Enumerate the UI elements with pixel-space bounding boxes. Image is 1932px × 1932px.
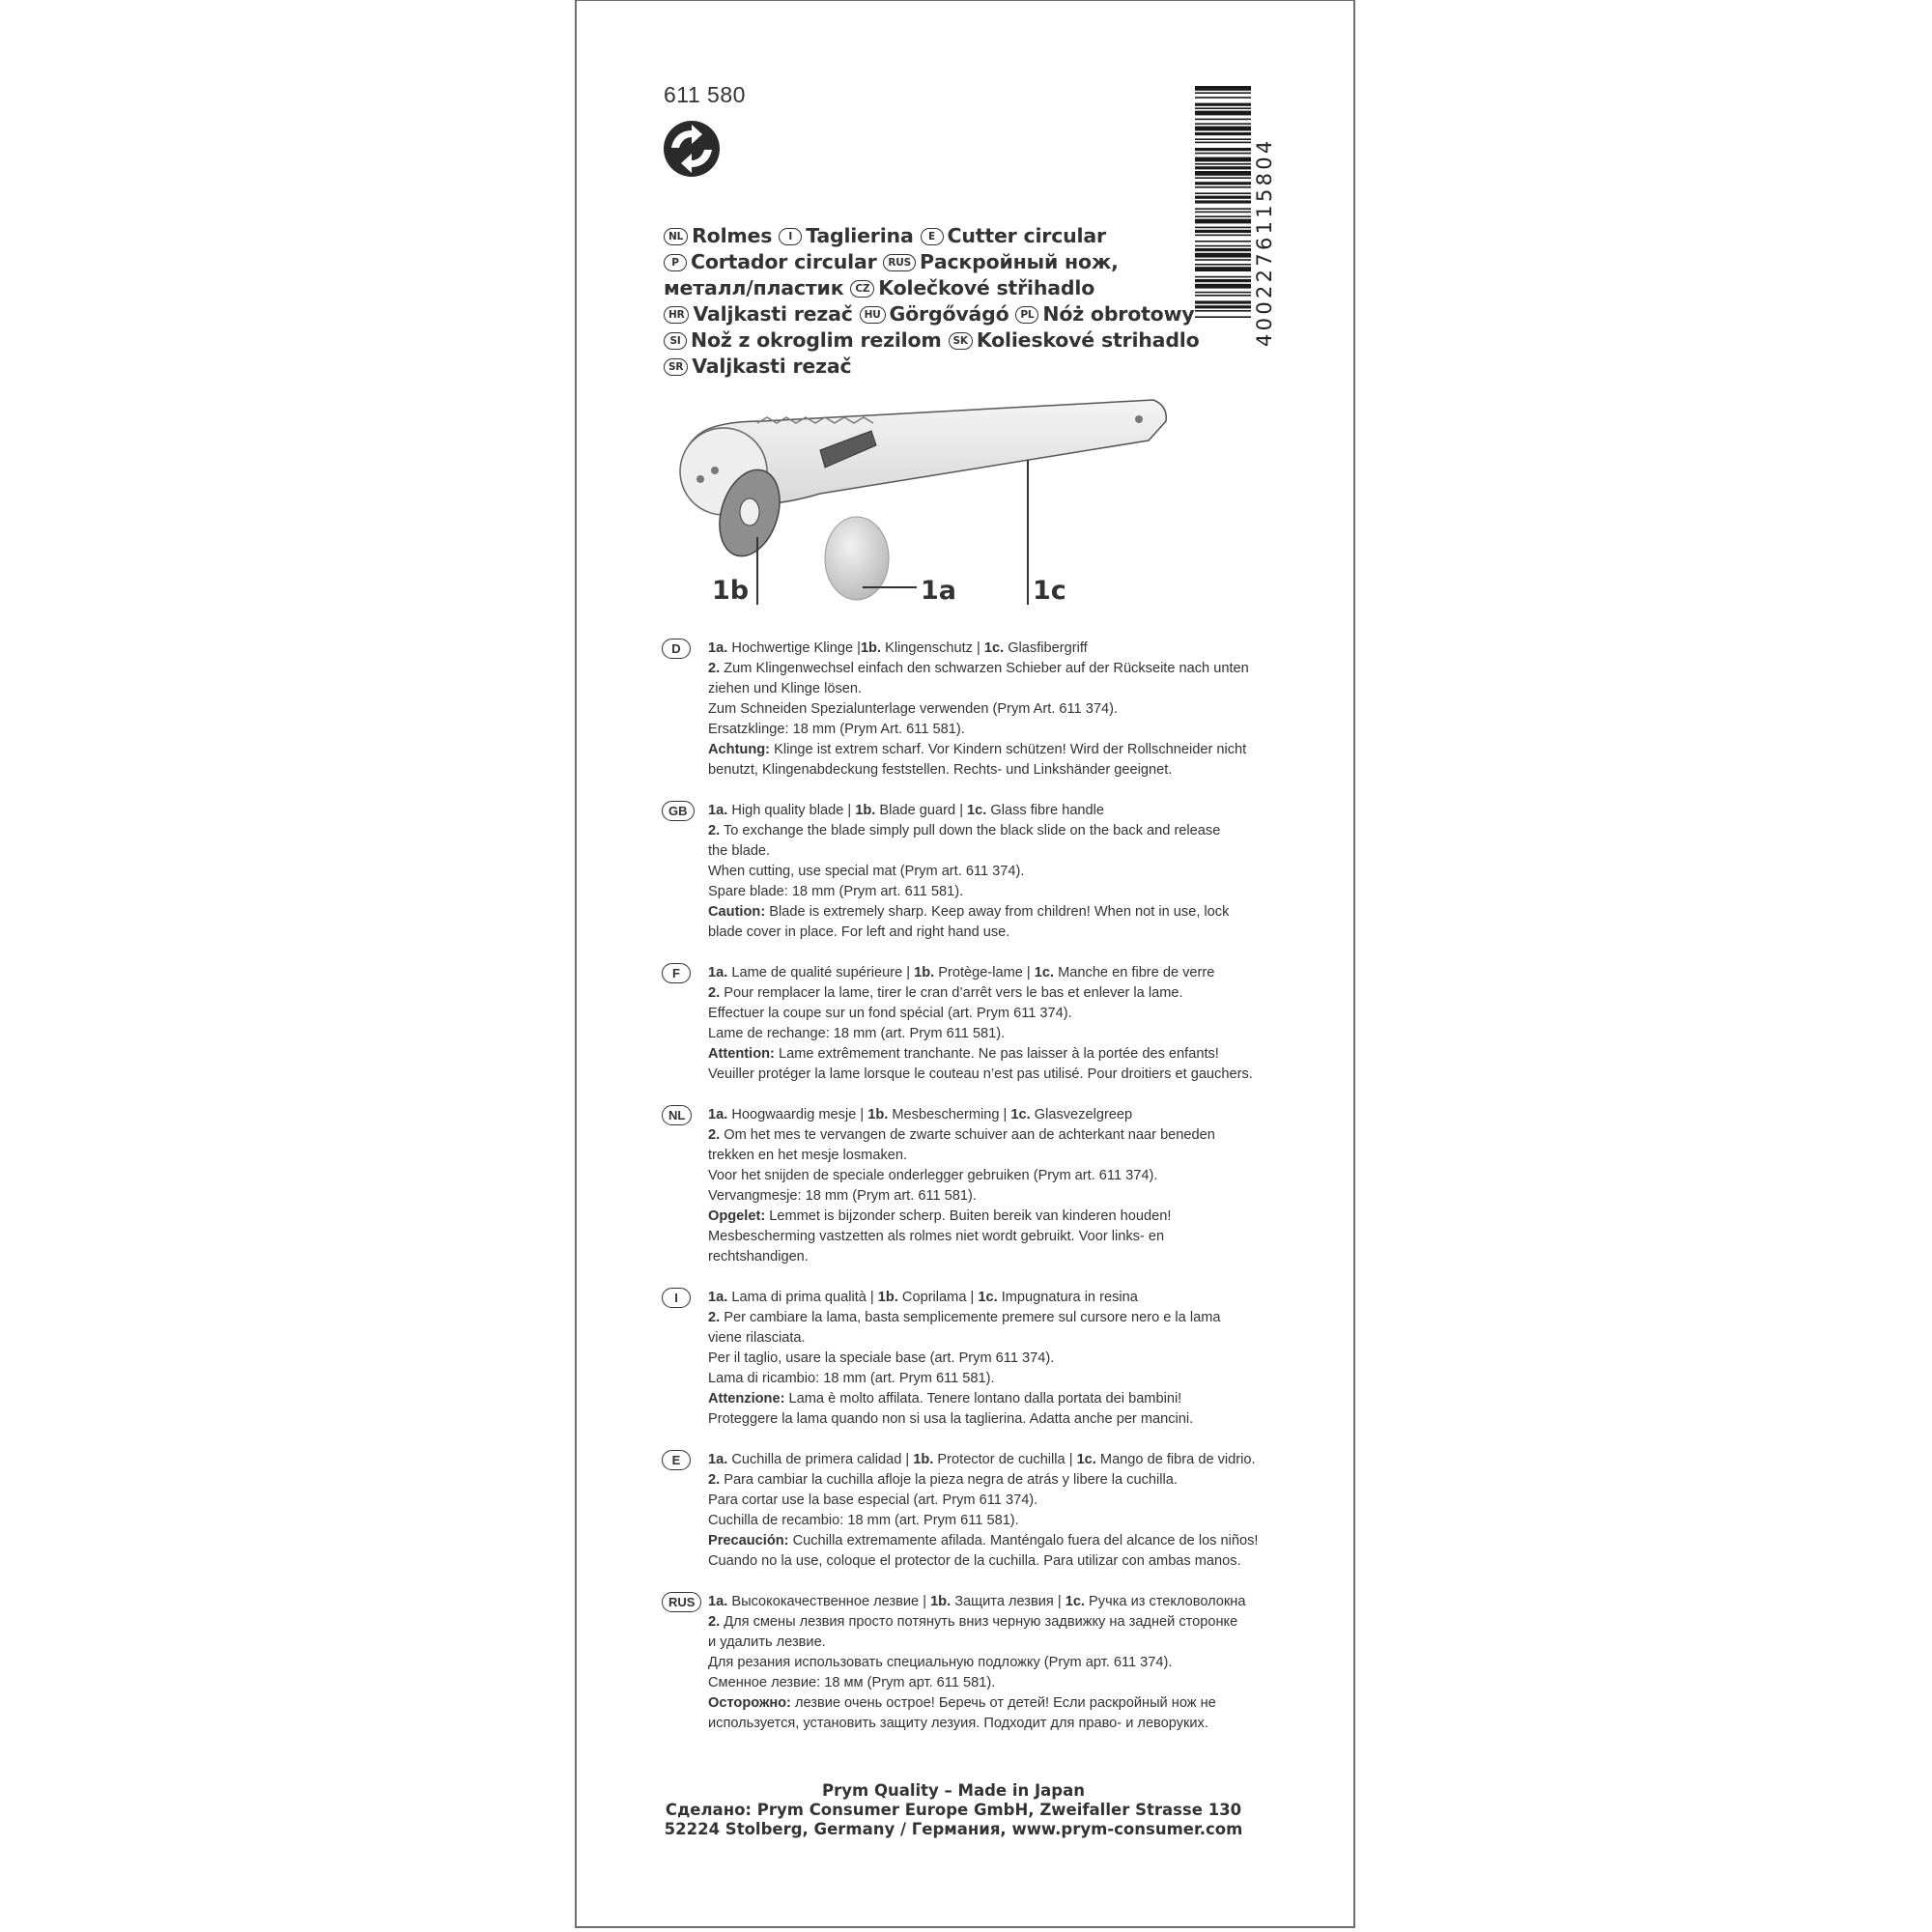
barcode-bar [1195, 215, 1251, 217]
text-run: Zum Schneiden Spezialunterlage verwenden (Prym Art. 611 374). [708, 701, 1118, 717]
callout-1b: 1b [712, 576, 750, 606]
language-code-badge: E [662, 1450, 691, 1470]
country-code-badge: E [921, 228, 944, 245]
text-run: Lame extrêmement tranchante. Ne pas laisser à la portée des enfants! [774, 1046, 1219, 1062]
instruction-sections [662, 639, 1280, 1754]
product-name: Раскройный нож, [920, 250, 1119, 273]
barcode-digits: 4002276115804 [1253, 137, 1276, 347]
instruction-line [708, 1308, 1280, 1328]
instruction-line [708, 1146, 1280, 1166]
instruction-line [708, 1592, 1280, 1612]
product-name: Nož z okroglim rezilom [691, 328, 942, 352]
instruction-line [708, 862, 1280, 882]
bold-label: 2. [708, 1310, 721, 1325]
country-code-badge: SI [664, 332, 687, 350]
barcode-bar [1195, 127, 1251, 131]
instruction-line [708, 1693, 1280, 1714]
product-name: Rolmes [692, 224, 773, 247]
bold-label: 1b. [930, 1594, 952, 1609]
text-run: ziehen und Klinge lösen. [708, 681, 863, 696]
text-run: Veuiller protéger la lame lorsque le couteau n’est pas utilisé. Pour droitiers et gauchers. [708, 1066, 1253, 1082]
bold-label: 1b. [877, 1290, 898, 1305]
bold-label: 2. [708, 1127, 721, 1143]
bold-label: 1c. [1076, 1452, 1096, 1467]
instruction-line [708, 1105, 1280, 1125]
country-code-badge: NL [664, 228, 688, 245]
barcode-bar [1195, 166, 1251, 169]
text-run: Pour remplacer la lame, tirer le cran d’arrêt vers le bas et enlever la lame. [720, 985, 1183, 1001]
instruction-line [708, 882, 1280, 902]
instruction-line [708, 821, 1280, 841]
barcode-bar [1195, 186, 1251, 188]
article-number: 611 580 [664, 82, 746, 107]
bold-label: 1b. [855, 803, 876, 818]
instruction-line [708, 699, 1280, 720]
text-run: Защита лезвия | [951, 1594, 1065, 1609]
product-name: металл/пластик [664, 276, 844, 299]
barcode-bar [1195, 148, 1251, 151]
bold-label: 1b. [914, 965, 935, 980]
instruction-text [708, 1105, 1280, 1267]
instruction-line [708, 1531, 1280, 1551]
country-code-badge: HU [860, 306, 886, 324]
country-code-badge: PL [1015, 306, 1038, 324]
text-run: Coprilama | [897, 1290, 979, 1305]
text-run: rechtshandigen. [708, 1249, 809, 1264]
product-name: Taglierina [806, 224, 914, 247]
product-name: Kolieskové strihadlo [976, 328, 1200, 352]
instruction-line [708, 679, 1280, 699]
text-run: To exchange the blade simply pull down the black slide on the back and release [720, 823, 1221, 838]
instruction-line [708, 1653, 1280, 1673]
instruction-line [708, 923, 1280, 943]
text-run: Lemmet is bijzonder scherp. Buiten bereik van kinderen houden! [765, 1208, 1172, 1224]
bold-label: Precaución: [708, 1533, 789, 1548]
instruction-text [708, 639, 1280, 781]
bold-label: 1c. [978, 1290, 998, 1305]
product-name: Valjkasti rezač [693, 302, 853, 326]
instruction-card [575, 0, 1355, 1928]
product-name: Valjkasti rezač [692, 355, 852, 378]
instruction-section-e [662, 1450, 1280, 1572]
bold-label: 1b. [913, 1452, 934, 1467]
barcode-bar [1195, 177, 1251, 179]
barcode-bar [1195, 200, 1251, 203]
instruction-line [708, 963, 1280, 983]
bold-label: 1c. [983, 640, 1005, 656]
instruction-line [708, 1470, 1280, 1491]
text-run: Lame de qualité supérieure | [727, 965, 915, 980]
instruction-line [708, 983, 1280, 1004]
instruction-line [708, 1186, 1280, 1207]
text-run: Protector de cuchilla | [933, 1452, 1077, 1467]
bold-label: Осторожно: [708, 1695, 791, 1711]
instruction-line [708, 1369, 1280, 1389]
text-run: Protège-lame | [934, 965, 1035, 980]
text-run: Lame de rechange: 18 mm (art. Prym 611 581). [708, 1026, 1006, 1041]
text-run: Glasfibergriff [1004, 640, 1088, 656]
text-run: trekken en het mesje losmaken. [708, 1148, 908, 1163]
barcode-bar [1195, 92, 1251, 94]
text-run: Manche en fibre de verre [1054, 965, 1215, 980]
text-run: Сменное лезвие: 18 мм (Prym арт. 611 581). [708, 1675, 996, 1690]
bold-label: 1a. [708, 640, 728, 656]
text-run: Per cambiare la lama, basta semplicemente premere sul cursore nero e la lama [720, 1310, 1221, 1325]
title-line-1 [664, 223, 1205, 249]
text-run: Для резания использовать специальную подложку (Prym арт. 611 374). [708, 1655, 1173, 1670]
text-run: Ersatzklinge: 18 mm (Prym Art. 611 581). [708, 722, 965, 737]
text-run: Lama di prima qualità | [727, 1290, 878, 1305]
barcode-bar [1195, 111, 1251, 116]
instruction-section-nl [662, 1105, 1280, 1267]
bold-label: 2. [708, 823, 721, 838]
instruction-section-i [662, 1288, 1280, 1430]
country-code-badge: SK [949, 332, 973, 350]
instruction-line [708, 1551, 1280, 1572]
text-run: the blade. [708, 843, 771, 859]
text-run: High quality blade | [727, 803, 856, 818]
instruction-line [708, 1389, 1280, 1409]
instruction-text [708, 1592, 1280, 1734]
instruction-line [708, 1125, 1280, 1146]
instruction-line [708, 1349, 1280, 1369]
bold-label: Achtung: [708, 742, 771, 757]
instruction-line [708, 1491, 1280, 1511]
text-run: When cutting, use special mat (Prym art. 611 374). [708, 864, 1025, 879]
text-run: Cuchilla extremamente afilada. Manténgalo fuera del alcance de los niños! [788, 1533, 1259, 1548]
barcode-bar [1195, 138, 1251, 140]
instruction-line [708, 1024, 1280, 1044]
product-name: Görgővágó [889, 302, 1009, 326]
callout-1c: 1c [1033, 576, 1066, 606]
barcode-bar [1195, 212, 1251, 213]
text-run: Vervangmesje: 18 mm (Prym art. 611 581). [708, 1188, 977, 1204]
instruction-line [708, 1227, 1280, 1247]
title-line-2 [664, 249, 1205, 275]
bold-label: 1c. [1010, 1107, 1031, 1122]
instruction-line [708, 1328, 1280, 1349]
text-run: используется, установить защиту лезуия. Подходит для право- и леворуких. [708, 1716, 1208, 1731]
instruction-line [708, 1612, 1280, 1633]
text-run: Mesbescherming vastzetten als rolmes niet wordt gebruikt. Voor links- en [708, 1229, 1165, 1244]
barcode-bar [1195, 142, 1251, 144]
text-run: Ручка из стекловолокна [1085, 1594, 1246, 1609]
text-run: Mesbescherming | [888, 1107, 1011, 1122]
instruction-line [708, 801, 1280, 821]
bold-label: Attenzione: [708, 1391, 785, 1406]
instruction-text [708, 1450, 1280, 1572]
cutter-drawing [666, 392, 1264, 614]
instruction-line [708, 1207, 1280, 1227]
instruction-line [708, 1044, 1280, 1065]
instruction-line [708, 740, 1280, 760]
text-run: лезвие очень острое! Беречь от детей! Если раскройный нож не [790, 1695, 1216, 1711]
country-code-badge: CZ [850, 280, 874, 298]
bold-label: 1b. [867, 1107, 889, 1122]
text-run: Hoogwaardig mesje | [727, 1107, 868, 1122]
text-run: Lama di ricambio: 18 mm (art. Prym 611 581). [708, 1371, 995, 1386]
instruction-line [708, 639, 1280, 659]
bold-label: 1c. [967, 803, 987, 818]
barcode-bar [1195, 196, 1251, 199]
language-code-badge: F [662, 963, 691, 983]
instruction-line [708, 1633, 1280, 1653]
barcode-bar [1195, 153, 1251, 155]
barcode [1195, 86, 1276, 352]
bold-label: 1a. [708, 1452, 728, 1467]
language-code-badge: RUS [662, 1592, 701, 1612]
text-run: Klingenschutz | [881, 640, 984, 656]
instruction-text [708, 1288, 1280, 1430]
instruction-line [708, 760, 1280, 781]
barcode-bar [1195, 97, 1251, 99]
footer-quality: Prym Quality – Made in Japan [822, 1781, 1085, 1800]
product-name: Nóż obrotowy [1042, 302, 1195, 326]
text-run: Para cortar use la base especial (art. Prym 611 374). [708, 1492, 1038, 1508]
bold-label: 1a. [708, 1290, 728, 1305]
title-line-4 [664, 301, 1205, 327]
text-run: Impugnatura in resina [997, 1290, 1138, 1305]
language-code-badge: I [662, 1288, 691, 1308]
instruction-section-f [662, 963, 1280, 1085]
bold-label: 1b. [860, 640, 882, 656]
text-run: Lama è molto affilata. Tenere lontano dalla portata dei bambini! [784, 1391, 1182, 1406]
bold-label: Opgelet: [708, 1208, 766, 1224]
instruction-line [708, 1004, 1280, 1024]
country-code-badge: I [779, 228, 802, 245]
instruction-section-d [662, 639, 1280, 781]
text-run: Для смены лезвия просто потянуть вниз черную задвижку на задней сторонке [720, 1614, 1238, 1630]
barcode-bar [1195, 107, 1251, 109]
language-code-badge: D [662, 639, 691, 659]
language-code-badge: NL [662, 1105, 692, 1125]
manufacturer-footer [664, 1781, 1243, 1839]
bold-label: 2. [708, 985, 721, 1001]
bold-label: 1c. [1065, 1594, 1085, 1609]
instruction-line [708, 1714, 1280, 1734]
bold-label: 2. [708, 1472, 721, 1488]
barcode-bar [1195, 119, 1251, 121]
country-code-badge: RUS [883, 254, 916, 271]
barcode-bar [1195, 86, 1251, 91]
text-run: Glasvezelgreep [1030, 1107, 1133, 1122]
instruction-line [708, 1166, 1280, 1186]
instruction-text [708, 963, 1280, 1085]
title-line-6 [664, 354, 1205, 380]
rotary-cutter-illustration [666, 392, 1264, 614]
country-code-badge: P [664, 254, 687, 271]
barcode-bar [1195, 163, 1251, 165]
bold-label: 1a. [708, 1107, 728, 1122]
text-run: Cuchilla de primera calidad | [727, 1452, 914, 1467]
bold-label: Attention: [708, 1046, 775, 1062]
text-run: Hochwertige Klinge | [727, 640, 861, 656]
barcode-bar [1195, 103, 1251, 106]
barcode-bar [1195, 171, 1251, 176]
barcode-bar [1195, 192, 1251, 194]
text-run: и удалить лезвие. [708, 1634, 826, 1650]
footer-address-1: Сделано: Prym Consumer Europe GmbH, Zweifaller Strasse 130 [665, 1801, 1242, 1819]
text-run: Cuchilla de recambio: 18 mm (art. Prym 611 581). [708, 1513, 1019, 1528]
instruction-line [708, 1409, 1280, 1430]
instruction-line [708, 841, 1280, 862]
product-name: Cortador circular [691, 250, 877, 273]
instruction-line [708, 902, 1280, 923]
product-name: Kolečkové střihadlo [878, 276, 1095, 299]
text-run: Zum Klingenwechsel einfach den schwarzen Schieber auf der Rückseite nach unten [720, 661, 1249, 676]
text-run: Effectuer la coupe sur un fond spécial (art. Prym 611 374). [708, 1006, 1072, 1021]
instruction-line [708, 1288, 1280, 1308]
text-run: Glass fibre handle [986, 803, 1105, 818]
text-run: Mango de fibra de vidrio. [1095, 1452, 1256, 1467]
text-run: Blade guard | [875, 803, 968, 818]
barcode-bar [1195, 123, 1251, 125]
product-name: Cutter circular [947, 224, 1106, 247]
text-run: Cuando no la use, coloque el protector de la cuchilla. Para utilizar con ambas manos. [708, 1553, 1241, 1569]
text-run: benutzt, Klingenabdeckung feststellen. Rechts- und Linkshänder geeignet. [708, 762, 1173, 778]
recycling-symbol-icon [662, 119, 722, 179]
bold-label: 2. [708, 1614, 721, 1630]
text-run: Para cambiar la cuchilla afloje la pieza negra de atrás y libere la cuchilla. [720, 1472, 1178, 1488]
barcode-bar [1195, 182, 1251, 185]
barcode-bar [1195, 132, 1251, 135]
bold-label: Caution: [708, 904, 766, 920]
instruction-line [708, 1673, 1280, 1693]
bold-label: 1a. [708, 1594, 728, 1609]
text-run: Proteggere la lama quando non si usa la taglierina. Adatta anche per mancini. [708, 1411, 1194, 1427]
instruction-line [708, 1511, 1280, 1531]
text-run: Blade is extremely sharp. Keep away from children! When not in use, lock [765, 904, 1230, 920]
title-line-5 [664, 327, 1205, 354]
text-run: blade cover in place. For left and right hand use. [708, 924, 1010, 940]
title-line-3 [664, 275, 1205, 301]
text-run: Om het mes te vervangen de zwarte schuiver aan de achterkant naar beneden [720, 1127, 1215, 1143]
instruction-line [708, 1247, 1280, 1267]
text-run: Spare blade: 18 mm (Prym art. 611 581). [708, 884, 964, 899]
instruction-line [708, 1065, 1280, 1085]
country-code-badge: SR [664, 358, 688, 376]
barcode-bar [1195, 157, 1251, 162]
text-run: viene rilasciata. [708, 1330, 806, 1346]
instruction-text [708, 801, 1280, 943]
text-run: Высококачественное лезвие | [727, 1594, 931, 1609]
instruction-line [708, 720, 1280, 740]
country-code-badge: HR [664, 306, 689, 324]
instruction-section-rus [662, 1592, 1280, 1734]
instruction-section-gb [662, 801, 1280, 943]
bold-label: 1c. [1034, 965, 1055, 980]
barcode-bar [1195, 208, 1251, 210]
language-code-badge: GB [662, 801, 695, 821]
text-run: Per il taglio, usare la speciale base (art. Prym 611 374). [708, 1350, 1055, 1366]
footer-address-2: 52224 Stolberg, Germany / Германия, www.prym-consumer.com [664, 1820, 1243, 1838]
callout-1a: 1a [921, 576, 957, 606]
bold-label: 1a. [708, 965, 728, 980]
instruction-line [708, 1450, 1280, 1470]
text-run: Klinge ist extrem scharf. Vor Kindern schützen! Wird der Rollschneider nicht [770, 742, 1247, 757]
instruction-line [708, 659, 1280, 679]
bold-label: 2. [708, 661, 721, 676]
bold-label: 1a. [708, 803, 728, 818]
text-run: Voor het snijden de speciale onderlegger gebruiken (Prym art. 611 374). [708, 1168, 1158, 1183]
product-titles [664, 223, 1205, 380]
